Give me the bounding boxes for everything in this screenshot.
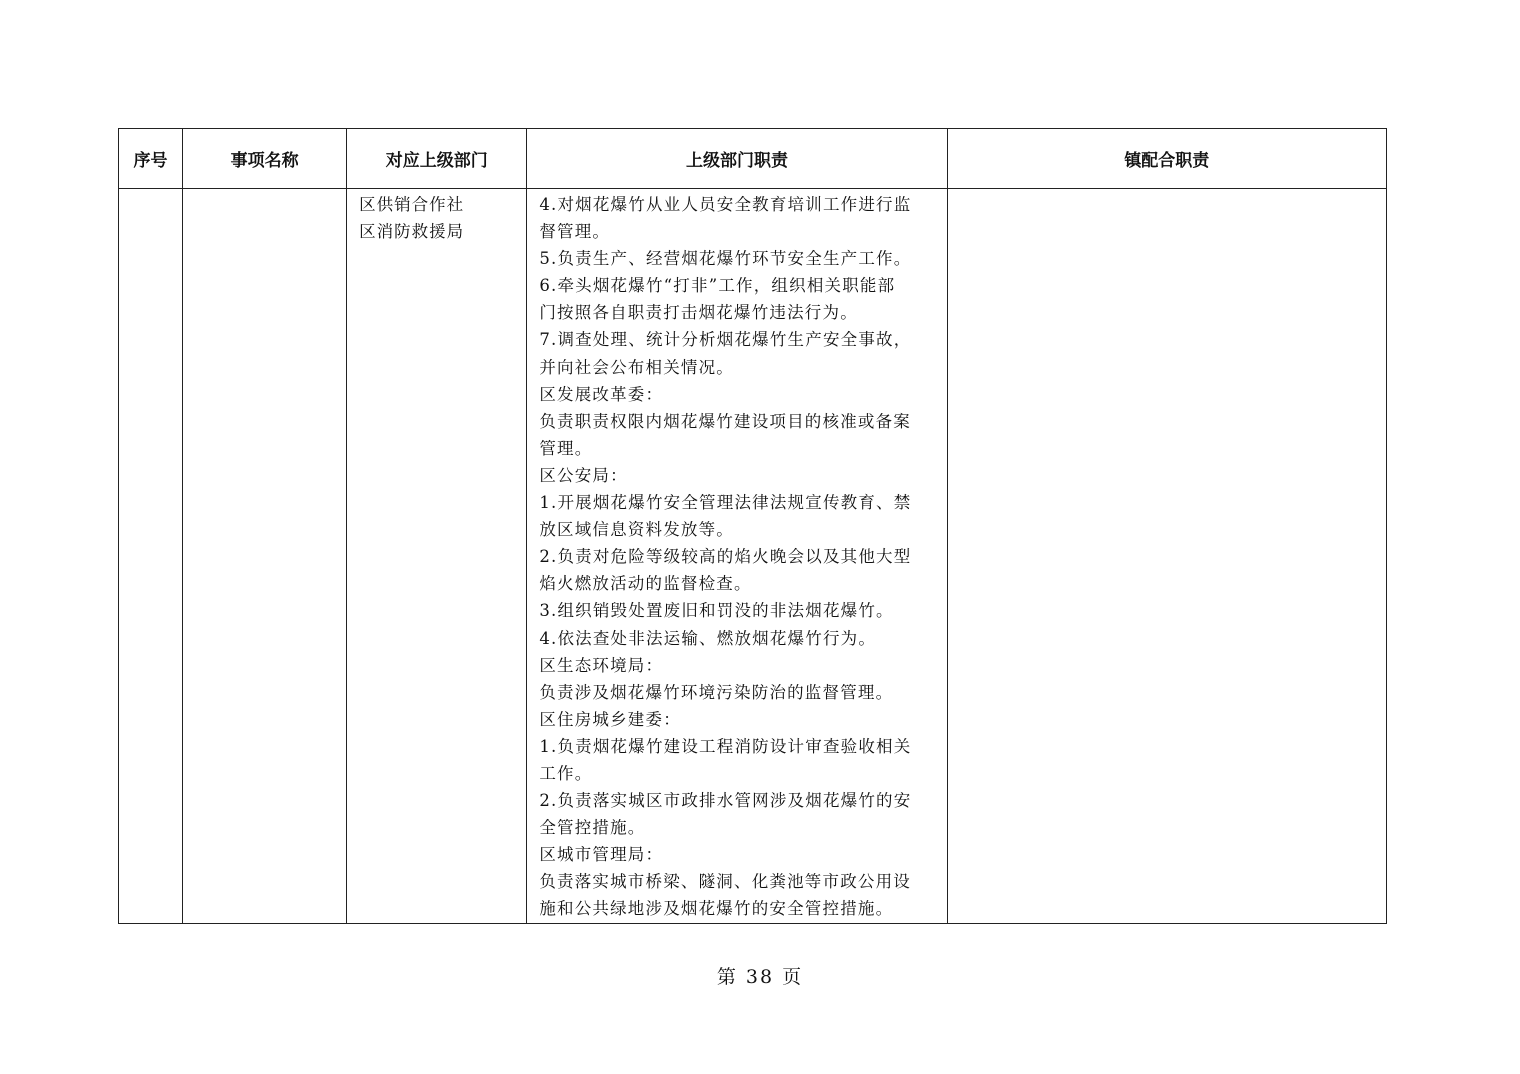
duty-line: 督管理。 bbox=[539, 222, 611, 242]
duty-line: 5.负责生产、经营烟花爆竹环节安全生产工作。 bbox=[539, 249, 912, 269]
duty-line: 6.牵头烟花爆竹“打非”工作，组织相关职能部 bbox=[539, 276, 896, 296]
duty-line: 负责涉及烟花爆竹环境污染防治的监督管理。 bbox=[539, 682, 894, 702]
cell-town-duty bbox=[947, 189, 1386, 924]
duty-line: 放区域信息资料发放等。 bbox=[539, 520, 735, 540]
duty-line: 4.对烟花爆竹从业人员安全教育培训工作进行监 bbox=[539, 195, 912, 214]
upper-duty-list bbox=[527, 189, 946, 923]
cell-upper-duty bbox=[527, 189, 947, 924]
duty-line: 区生态环境局： bbox=[539, 655, 664, 675]
header-seq: 序号 bbox=[119, 129, 183, 189]
duty-line: 工作。 bbox=[539, 763, 593, 783]
duty-line: 3.组织销毁处置废旧和罚没的非法烟花爆竹。 bbox=[539, 601, 894, 621]
duty-line: 施和公共绿地涉及烟花爆竹的安全管控措施。 bbox=[539, 899, 894, 919]
duty-line: 区城市管理局： bbox=[539, 845, 664, 865]
duty-line: 区公安局： bbox=[539, 465, 628, 485]
duty-line: 区发展改革委： bbox=[539, 384, 664, 404]
cell-departments bbox=[347, 189, 527, 924]
duty-line: 4.依法查处非法运输、燃放烟花爆竹行为。 bbox=[539, 628, 877, 648]
department-list bbox=[347, 189, 526, 245]
table-header-row bbox=[119, 129, 1387, 189]
header-town-duty: 镇配合职责 bbox=[947, 129, 1386, 189]
department-item: 区消防救援局 bbox=[359, 222, 465, 242]
cell-item-name bbox=[183, 189, 347, 924]
duty-table bbox=[118, 128, 1387, 924]
duty-line: 全管控措施。 bbox=[539, 818, 646, 838]
duty-line: 焰火燃放活动的监督检查。 bbox=[539, 574, 752, 594]
department-item: 区供销合作社 bbox=[359, 195, 465, 214]
table-row bbox=[119, 189, 1387, 924]
header-item-name: 事项名称 bbox=[183, 129, 347, 189]
duty-line: 7.调查处理、统计分析烟花爆竹生产安全事故， bbox=[539, 330, 912, 350]
page-number: 第 38 页 bbox=[716, 966, 804, 988]
duty-line: 区住房城乡建委： bbox=[539, 709, 681, 729]
duty-line: 1.开展烟花爆竹安全管理法律法规宣传教育、禁 bbox=[539, 493, 912, 513]
cell-seq bbox=[119, 189, 183, 924]
duty-line: 并向社会公布相关情况。 bbox=[539, 357, 735, 377]
header-upper-dept: 对应上级部门 bbox=[347, 129, 527, 189]
duty-line: 门按照各自职责打击烟花爆竹违法行为。 bbox=[539, 303, 858, 323]
duty-line: 管理。 bbox=[539, 438, 593, 458]
duty-line: 2.负责对危险等级较高的焰火晚会以及其他大型 bbox=[539, 547, 912, 567]
duty-line: 2.负责落实城区市政排水管网涉及烟花爆竹的安 bbox=[539, 791, 912, 811]
duty-line: 负责职责权限内烟花爆竹建设项目的核准或备案 bbox=[539, 411, 912, 431]
duty-line: 负责落实城市桥梁、隧洞、化粪池等市政公用设 bbox=[539, 872, 912, 892]
header-upper-duty: 上级部门职责 bbox=[527, 129, 947, 189]
duty-line: 1.负责烟花爆竹建设工程消防设计审查验收相关 bbox=[539, 736, 912, 756]
